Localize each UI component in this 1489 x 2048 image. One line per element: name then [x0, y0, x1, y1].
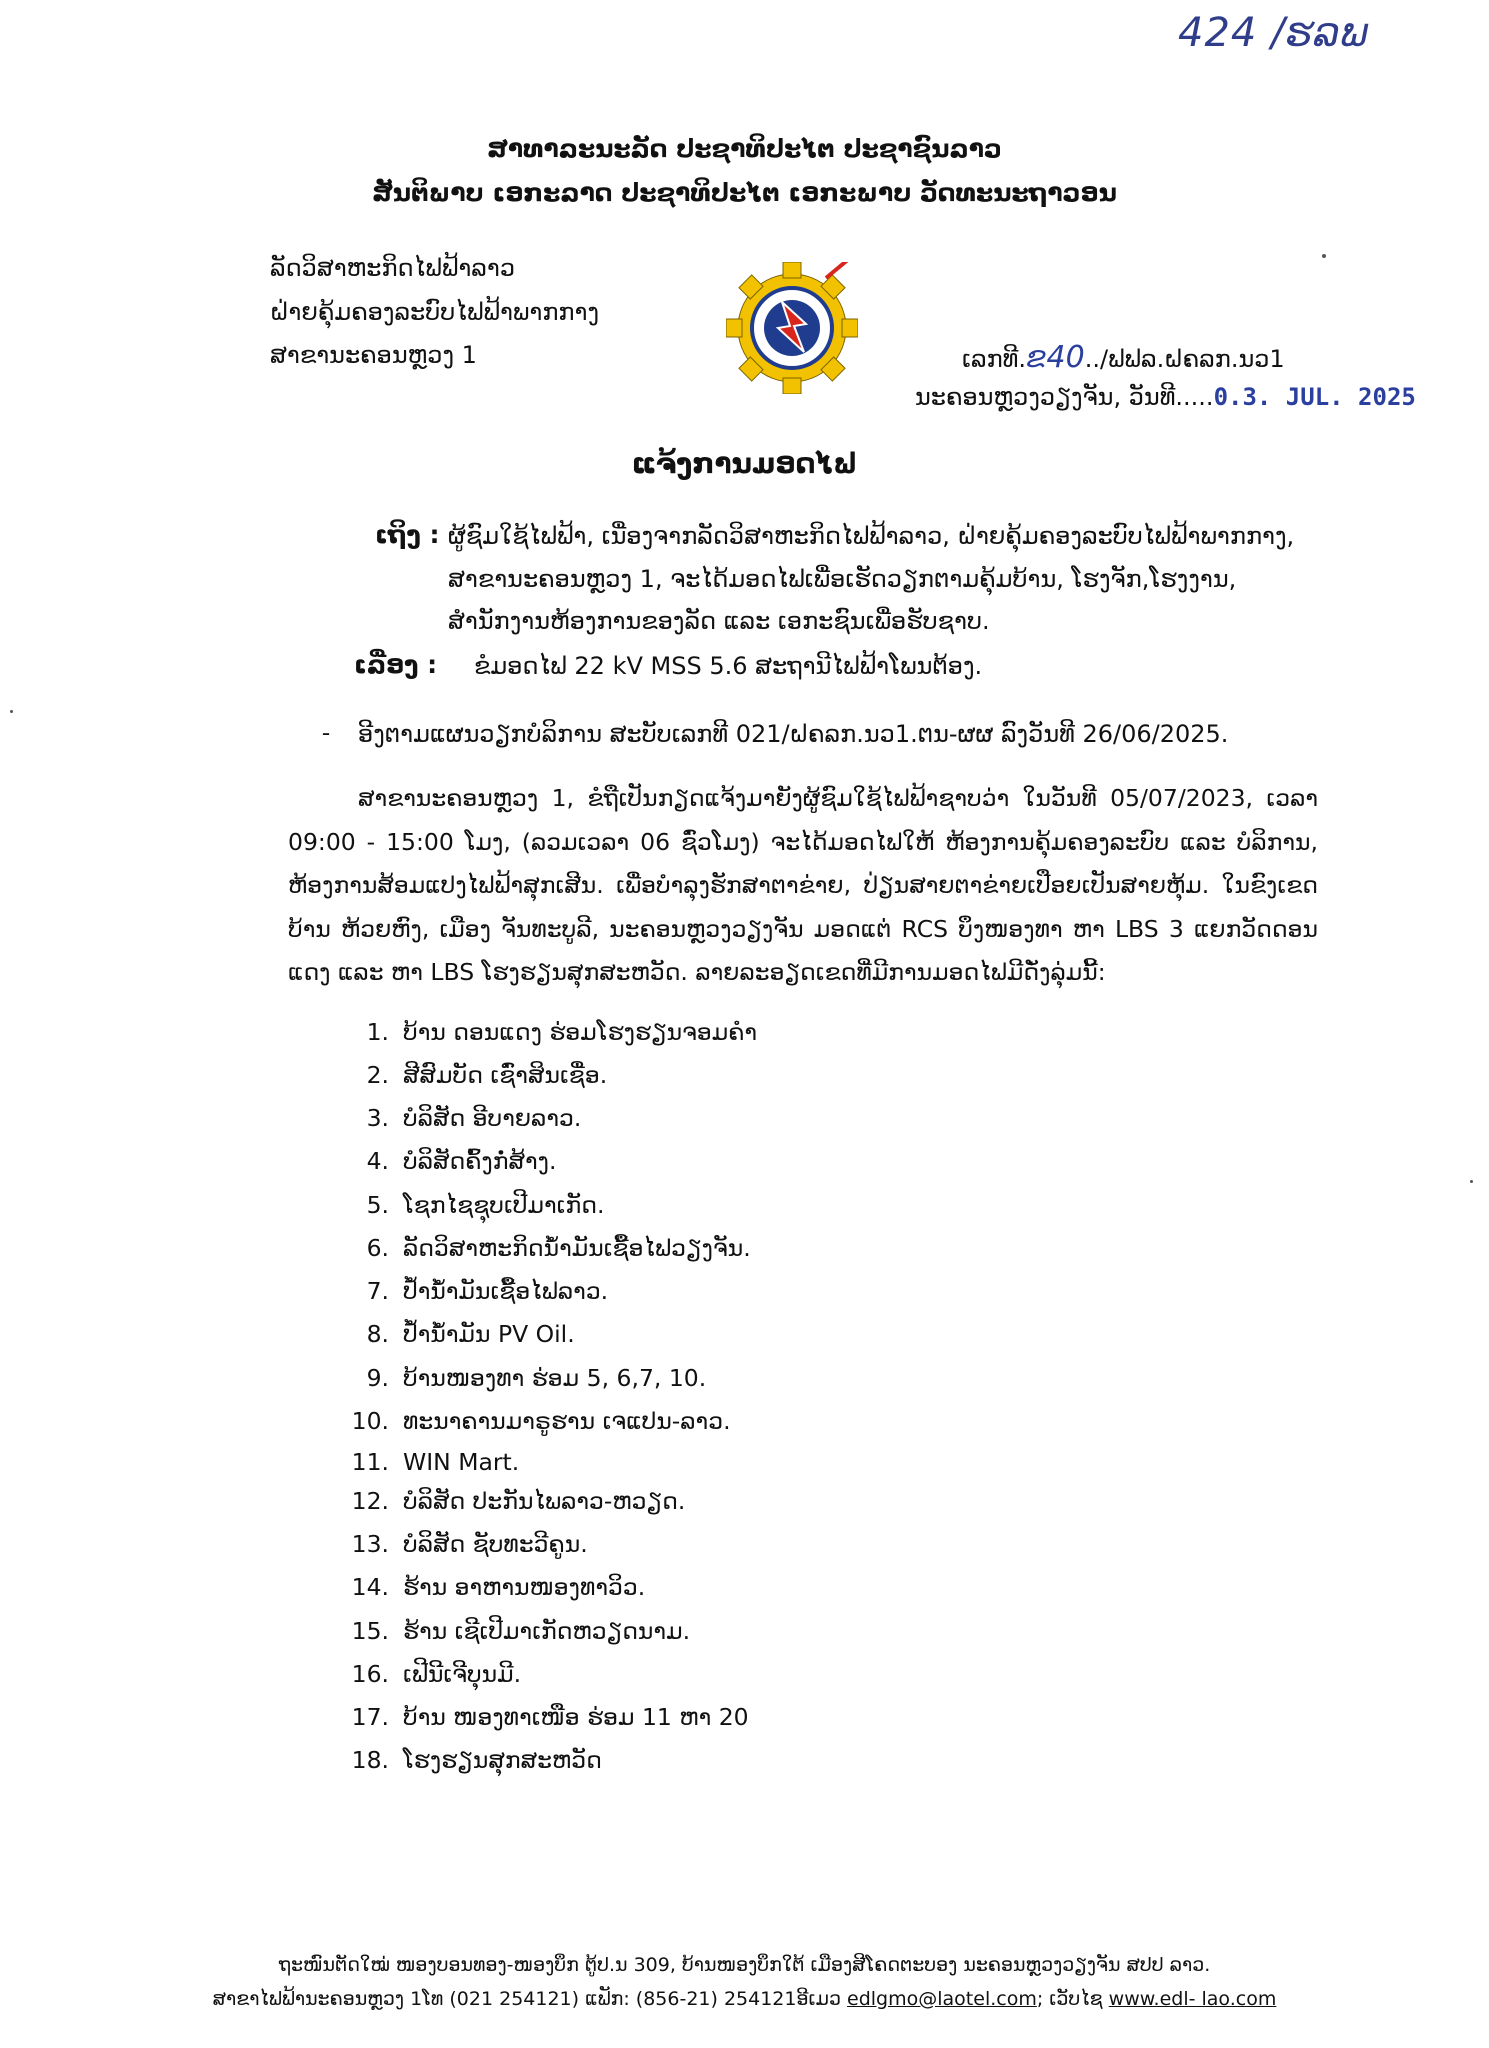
footer-address: ຖະໜົນຕັດໃໝ່ ໜອງບອນທອງ-ໜອງບຶກ ຕູ້ປ.ນ 309, ບ້ານໜອງບຶກໃຕ້ ເມືອງສີໂຄດຕະບອງ ນະຄອນຫຼວງວຽງຈັນ ສປປ ລາວ.	[278, 1954, 1211, 1976]
body-line-2: 09:00 - 15:00 ໂມງ, (ລວມເວລາ 06 ຊົ່ວໂມງ) ຈະໄດ້ມອດໄຟໃຫ້ ຫ້ອງການຄຸ້ມຄອງລະບົບ ແລະ ບໍລິການ,	[288, 828, 1318, 856]
scan-speck	[1322, 254, 1326, 258]
footer-contact	[0, 1988, 1489, 2010]
body-line-5: ແດງ ແລະ ຫາ LBS ໂຮງຮຽນສຸກສະຫວັດ. ລາຍລະອຽດເຂດທີ່ມີການມອດໄຟມີດັ່ງລຸ່ມນີ້:	[288, 958, 1106, 986]
organization-branch: ສາຂານະຄອນຫຼວງ 1	[270, 341, 477, 369]
list-item: 16. ເຟີນີເຈີບຸນມີ.	[351, 1660, 522, 1688]
place-date-prefix: ນະຄອນຫຼວງວຽງຈັນ, ວັນທີ.....	[915, 383, 1214, 411]
list-item: 4. ບໍລິສັດຄົ້ງກໍ່ສ້າງ.	[366, 1147, 557, 1175]
list-item: 8. ປ້ຳນ້ຳມັນ PV Oil.	[366, 1320, 575, 1348]
list-item: 12. ບໍລິສັດ ປະກັນໄພລາວ-ຫວຽດ.	[351, 1487, 686, 1515]
body-line-1: ສາຂານະຄອນຫຼວງ 1, ຂໍຖືເປັນກຽດແຈ້ງມາຍັງຜູ້ຊົມໃຊ້ໄຟຟ້າຊາບວ່າ ໃນວັນທີ 05/07/2023, ເວລາ	[358, 784, 1318, 812]
edl-logo-icon	[726, 262, 858, 394]
state-header-line-2: ສັນຕິພາບ ເອກະລາດ ປະຊາທິປະໄຕ ເອກະພາບ ວັດທະນະຖາວອນ	[372, 178, 1117, 207]
body-line-4: ບ້ານ ຫ້ວຍຫົງ, ເມືອງ ຈັນທະບູລີ, ນະຄອນຫຼວງວຽງຈັນ ມອດແຕ່ RCS ບຶງໜອງທາ ຫາ LBS 3 ແຍກວັດດອນ	[288, 915, 1318, 943]
list-item: 17. ບ້ານ ໜອງທາເໜືອ ຮ່ອມ 11 ຫາ 20	[351, 1703, 749, 1731]
scan-speck	[10, 710, 13, 713]
footer-website-link[interactable]: www.edl- lao.com	[1108, 1988, 1277, 2010]
to-text-line-1: ຜູ້ຊົມໃຊ້ໄຟຟ້າ, ເນື່ອງຈາກລັດວິສາຫະກິດໄຟຟ້າລາວ, ຝ່າຍຄຸ້ມຄອງລະບົບໄຟຟ້າພາກກາງ,	[448, 522, 1295, 550]
list-item: 11. WIN Mart.	[351, 1448, 520, 1476]
document-number-handwritten: ຂ40	[1026, 340, 1085, 375]
organization-name: ລັດວິສາຫະກິດໄຟຟ້າລາວ	[270, 254, 516, 282]
document-number-suffix: ../ຟຟລ.ຝຄລກ.ນວ1	[1084, 345, 1285, 373]
document-number-prefix: ເລກທີ.	[962, 345, 1027, 373]
list-item: 7. ປ້ຳນ້ຳມັນເຊື້ອໄຟລາວ.	[366, 1277, 609, 1305]
list-item: 6. ລັດວິສາຫະກິດນ້ຳມັນເຊື້ອໄຟວຽງຈັນ.	[366, 1234, 751, 1262]
date-stamp: 0.3. JUL. 2025	[1213, 383, 1416, 411]
document-number	[962, 340, 1285, 375]
scan-speck	[1470, 1180, 1473, 1183]
subject-text: ຂໍມອດໄຟ 22 kV MSS 5.6 ສະຖານີໄຟຟ້າໂພນຕ້ອງ.	[474, 652, 983, 680]
list-item: 18. ໂຮງຮຽນສຸກສະຫວັດ	[351, 1746, 602, 1774]
to-text-line-2: ສາຂານະຄອນຫຼວງ 1, ຈະໄດ້ມອດໄຟເພື່ອເຮັດວຽກຕາມຄຸ້ມບ້ານ, ໂຮງຈັກ,ໂຮງງານ,	[448, 565, 1237, 593]
list-item: 3. ບໍລິສັດ ອີບາຍລາວ.	[366, 1104, 582, 1132]
handwritten-reference-note: 424 /ຮລພ	[1178, 10, 1370, 56]
list-item: 14. ຮ້ານ ອາຫານໜອງທາວິວ.	[351, 1573, 646, 1601]
list-item: 1. ບ້ານ ດອນແດງ ຮ່ອມໂຮງຮຽນຈອມຄຳ	[366, 1018, 758, 1046]
list-item: 2. ສີສົມບັດ ເຊົ່າສິນເຊື່ອ.	[366, 1061, 608, 1089]
list-item: 13. ບໍລິສັດ ຊັບທະວີຄູນ.	[351, 1530, 588, 1558]
body-line-3: ຫ້ອງການສ້ອມແປງໄຟຟ້າສຸກເສີນ. ເພື່ອບຳລຸງຮັກສາຕາຂ່າຍ, ປ່ຽນສາຍຕາຂ່າຍເປືອຍເປັນສາຍຫຸ້ມ. ໃນຂົງເຂດ	[288, 871, 1318, 899]
organization-department: ຝ່າຍຄຸ້ມຄອງລະບົບໄຟຟ້າພາກກາງ	[270, 298, 600, 326]
list-item: 9. ບ້ານໜອງທາ ຮ່ອມ 5, 6,7, 10.	[366, 1364, 707, 1392]
reference-bullet: -	[322, 720, 330, 746]
state-header-line-1: ສາທາລະນະລັດ ປະຊາທິປະໄຕ ປະຊາຊົນລາວ	[487, 134, 1002, 163]
to-text-line-3: ສຳນັກງານຫ້ອງການຂອງລັດ ແລະ ເອກະຊົນເພື່ອຮັບຊາບ.	[448, 607, 990, 635]
footer-email-link[interactable]: edlgmo@laotel.com	[847, 1988, 1037, 2010]
footer-phone-fax: ສາຂາໄຟຟ້ານະຄອນຫຼວງ 1ໂທ (021 254121) ແຟັກ: (856-21) 254121ອີເມວ	[212, 1988, 848, 2010]
reference-text: ອີງຕາມແຜນວຽກບໍລິການ ສະບັບເລກທີ 021/ຝຄລກ.ນວ1.ຕນ-ຜຜ ລົງວັນທີ 26/06/2025.	[358, 720, 1229, 748]
list-item: 5. ໂຊກໄຊຊຸບເປີມາເກັດ.	[366, 1191, 605, 1219]
document-title: ແຈ້ງການມອດໄຟ	[631, 447, 858, 480]
subject-label: ເລື່ອງ :	[354, 650, 438, 679]
footer-website-label: ; ເວັບໄຊ	[1036, 1988, 1109, 2010]
list-item: 15. ຮ້ານ ເຊີເປີມາເກັດຫວຽດນາມ.	[351, 1617, 691, 1645]
place-and-date	[915, 383, 1416, 411]
to-label: ເຖິງ :	[375, 520, 440, 549]
list-item: 10. ທະນາຄານມາຣູຮານ ເຈແປນ-ລາວ.	[351, 1407, 731, 1435]
